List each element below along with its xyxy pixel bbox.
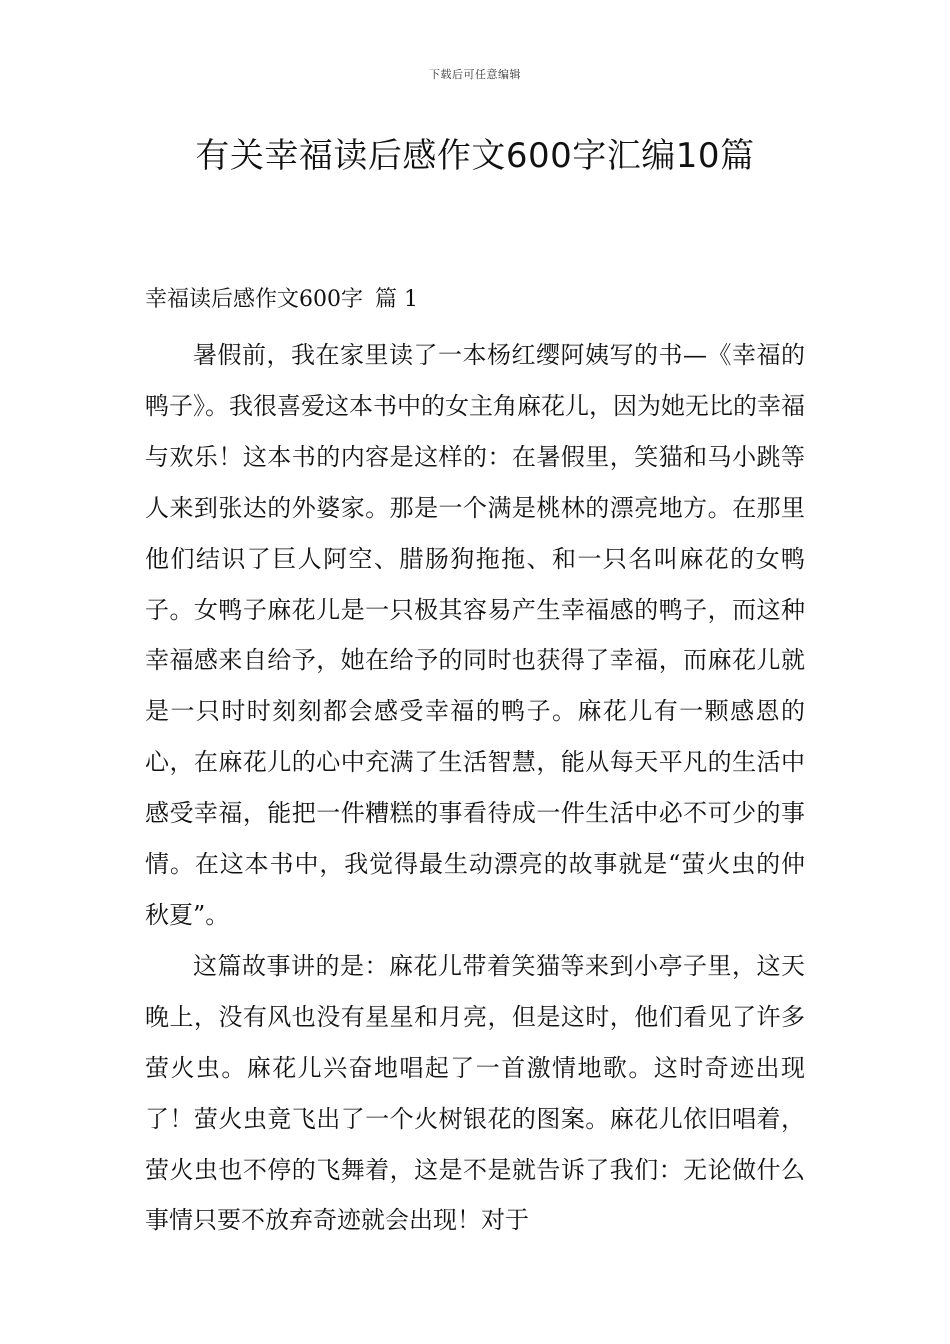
document-title: 有关幸福读后感作文600字汇编10篇 — [195, 136, 755, 176]
paragraph: 这篇故事讲的是：麻花儿带着笑猫等来到小亭子里，这天晚上，没有风也没有星星和月亮，但是这时，他们看见了许多萤火虫。麻花儿兴奋地唱起了一首激情地歌。这时奇迹出现了！萤火虫竟飞出了一个火树银花的图案。麻花儿依旧唱着，萤火虫也不停的飞舞着，这是不是就告诉了我们：无论做什么事情只要不放弃奇迹就会出现！对于 — [145, 951, 805, 1235]
header-note: 下载后可任意编辑 — [429, 68, 521, 81]
paragraph: 暑假前，我在家里读了一本杨红缨阿姨写的书—《幸福的鸭子》。我很喜爱这本书中的女主角麻花儿，因为她无比的幸福与欢乐！这本书的内容是这样的：在暑假里，笑猫和马小跳等人来到张达的外婆家。那是一个满是桃林的漂亮地方。在那里他们结识了巨人阿空、腊肠狗拖拖、和一只名叫麻花的女鸭子。女鸭子麻花儿是一只极其容易产生幸福感的鸭子，而这种幸福感来自给予，她在给予的同时也获得了幸福，而麻花儿就是一只时时刻刻都会感受幸福的鸭子。麻花儿有一颗感恩的心，在麻花儿的心中充满了生活智慧，能从每天平凡的生活中感受幸福，能把一件糟糕的事看待成一件生活中必不可少的事情。在这本书中，我觉得最生动漂亮的故事就是“萤火虫的仲秋夏”。 — [145, 341, 805, 929]
section-number: 篇 1 — [375, 287, 418, 312]
section-heading — [145, 282, 418, 318]
body-text — [145, 330, 805, 1246]
section-heading-title: 幸福读后感作文600字 — [145, 287, 363, 312]
